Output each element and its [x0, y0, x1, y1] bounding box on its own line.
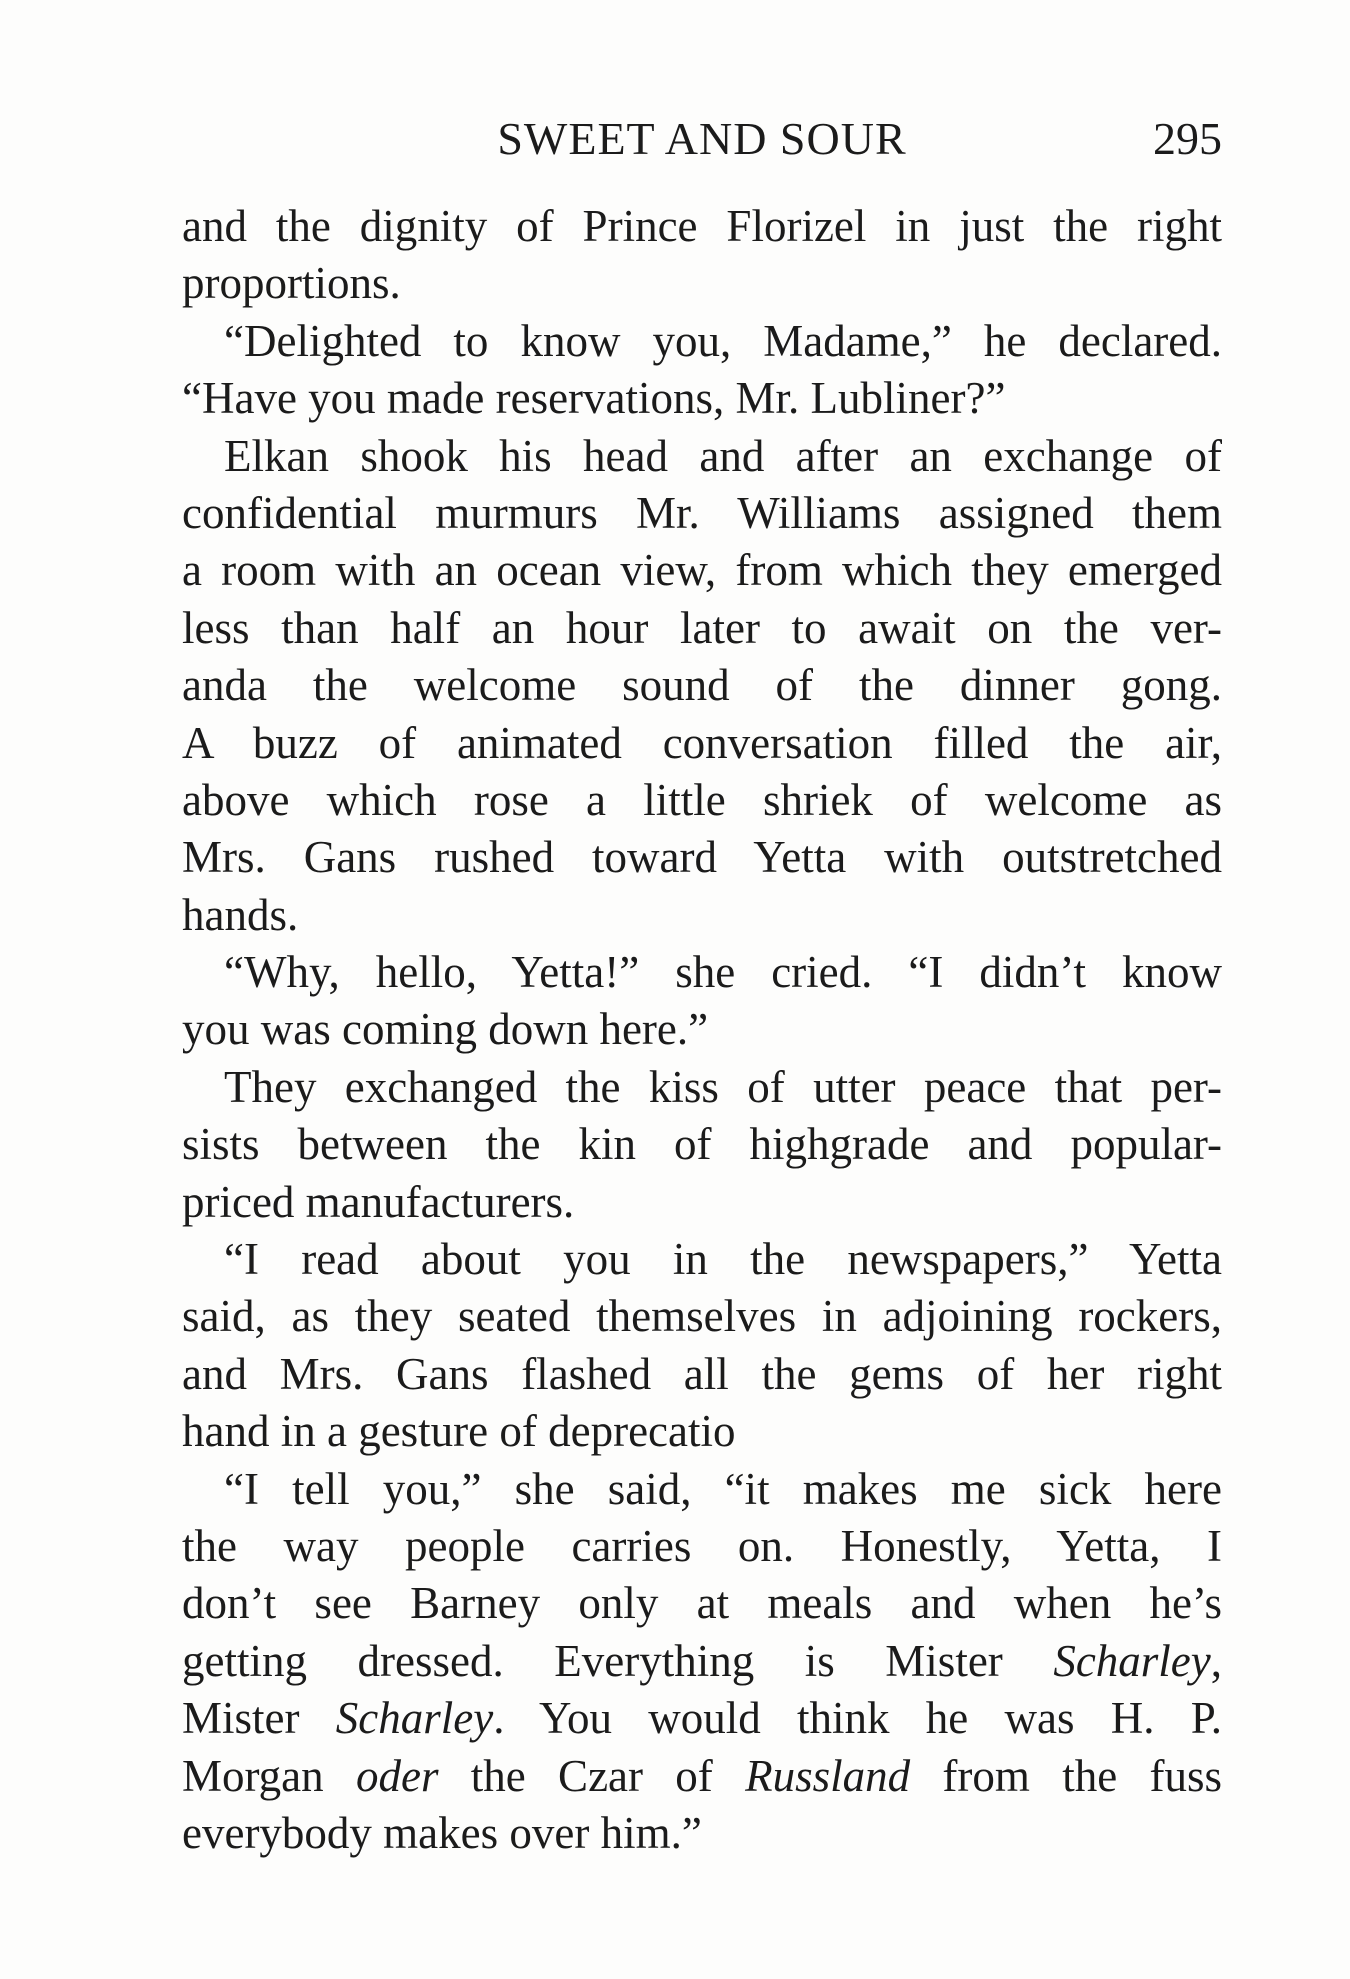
text-line: proportions. — [182, 258, 401, 309]
text-run: from the fuss — [910, 1750, 1222, 1801]
italic-name: Scharley — [335, 1693, 494, 1744]
text-line: Elkan shook his head and after an exchange of — [224, 430, 1222, 481]
body-text — [182, 198, 1222, 1862]
text-run: , — [1210, 1635, 1222, 1686]
text-run: Mister — [182, 1693, 336, 1744]
text-line: and Mrs. Gans flashed all the gems of her right — [182, 1348, 1222, 1399]
text-line: less than half an hour later to await on the ver- — [182, 602, 1222, 653]
text-line: said, as they seated themselves in adjoining rockers, — [182, 1291, 1222, 1342]
italic-word: Russland — [745, 1750, 911, 1801]
text-line-with-italic — [182, 1748, 1222, 1805]
text-line: “Why, hello, Yetta!” she cried. “I didn’t know — [224, 947, 1222, 998]
text-line: sists between the kin of highgrade and popular- — [182, 1119, 1222, 1170]
text-line: anda the welcome sound of the dinner gong. — [182, 660, 1222, 711]
italic-name: Scharley — [1053, 1635, 1211, 1686]
text-line-with-italic — [182, 1633, 1222, 1690]
running-title: SWEET AND SOUR — [497, 113, 907, 164]
text-line: Mrs. Gans rushed toward Yetta with outstretched — [182, 832, 1222, 883]
text-line: hands. — [182, 889, 299, 940]
text-line: A buzz of animated conversation filled the air, — [182, 717, 1222, 768]
text-line: the way people carries on. Honestly, Yetta, I — [182, 1520, 1222, 1571]
text-line: a room with an ocean view, from which they emerged — [182, 545, 1222, 596]
text-line: don’t see Barney only at meals and when he’s — [182, 1578, 1222, 1629]
page-header — [182, 112, 1222, 172]
text-line: “Delighted to know you, Madame,” he declared. — [224, 315, 1222, 366]
text-line: “Have you made reservations, Mr. Lubliner?” — [182, 373, 1006, 424]
text-line: “I tell you,” she said, “it makes me sick here — [224, 1463, 1222, 1514]
text-line: “I read about you in the newspapers,” Yetta — [224, 1234, 1222, 1285]
text-line: confidential murmurs Mr. Williams assigned them — [182, 487, 1222, 538]
text-line: you was coming down here.” — [182, 1004, 709, 1055]
text-line: hand in a gesture of deprecatio — [182, 1406, 736, 1457]
text-run: Morgan — [182, 1750, 356, 1801]
text-run: getting dressed. Everything is Mister — [182, 1635, 1054, 1686]
text-line: priced manufacturers. — [182, 1176, 575, 1227]
text-line: above which rose a little shriek of welcome as — [182, 774, 1222, 825]
text-line: They exchanged the kiss of utter peace that per- — [224, 1061, 1222, 1112]
text-line-with-italic — [182, 1690, 1222, 1747]
text-line: and the dignity of Prince Florizel in just the right — [182, 201, 1222, 251]
text-run: the Czar of — [438, 1750, 746, 1801]
italic-word: oder — [355, 1750, 439, 1801]
page-number: 295 — [1153, 113, 1222, 164]
text-line: everybody makes over him.” — [182, 1807, 702, 1858]
text-run: . You would think he was H. P. — [493, 1693, 1222, 1744]
